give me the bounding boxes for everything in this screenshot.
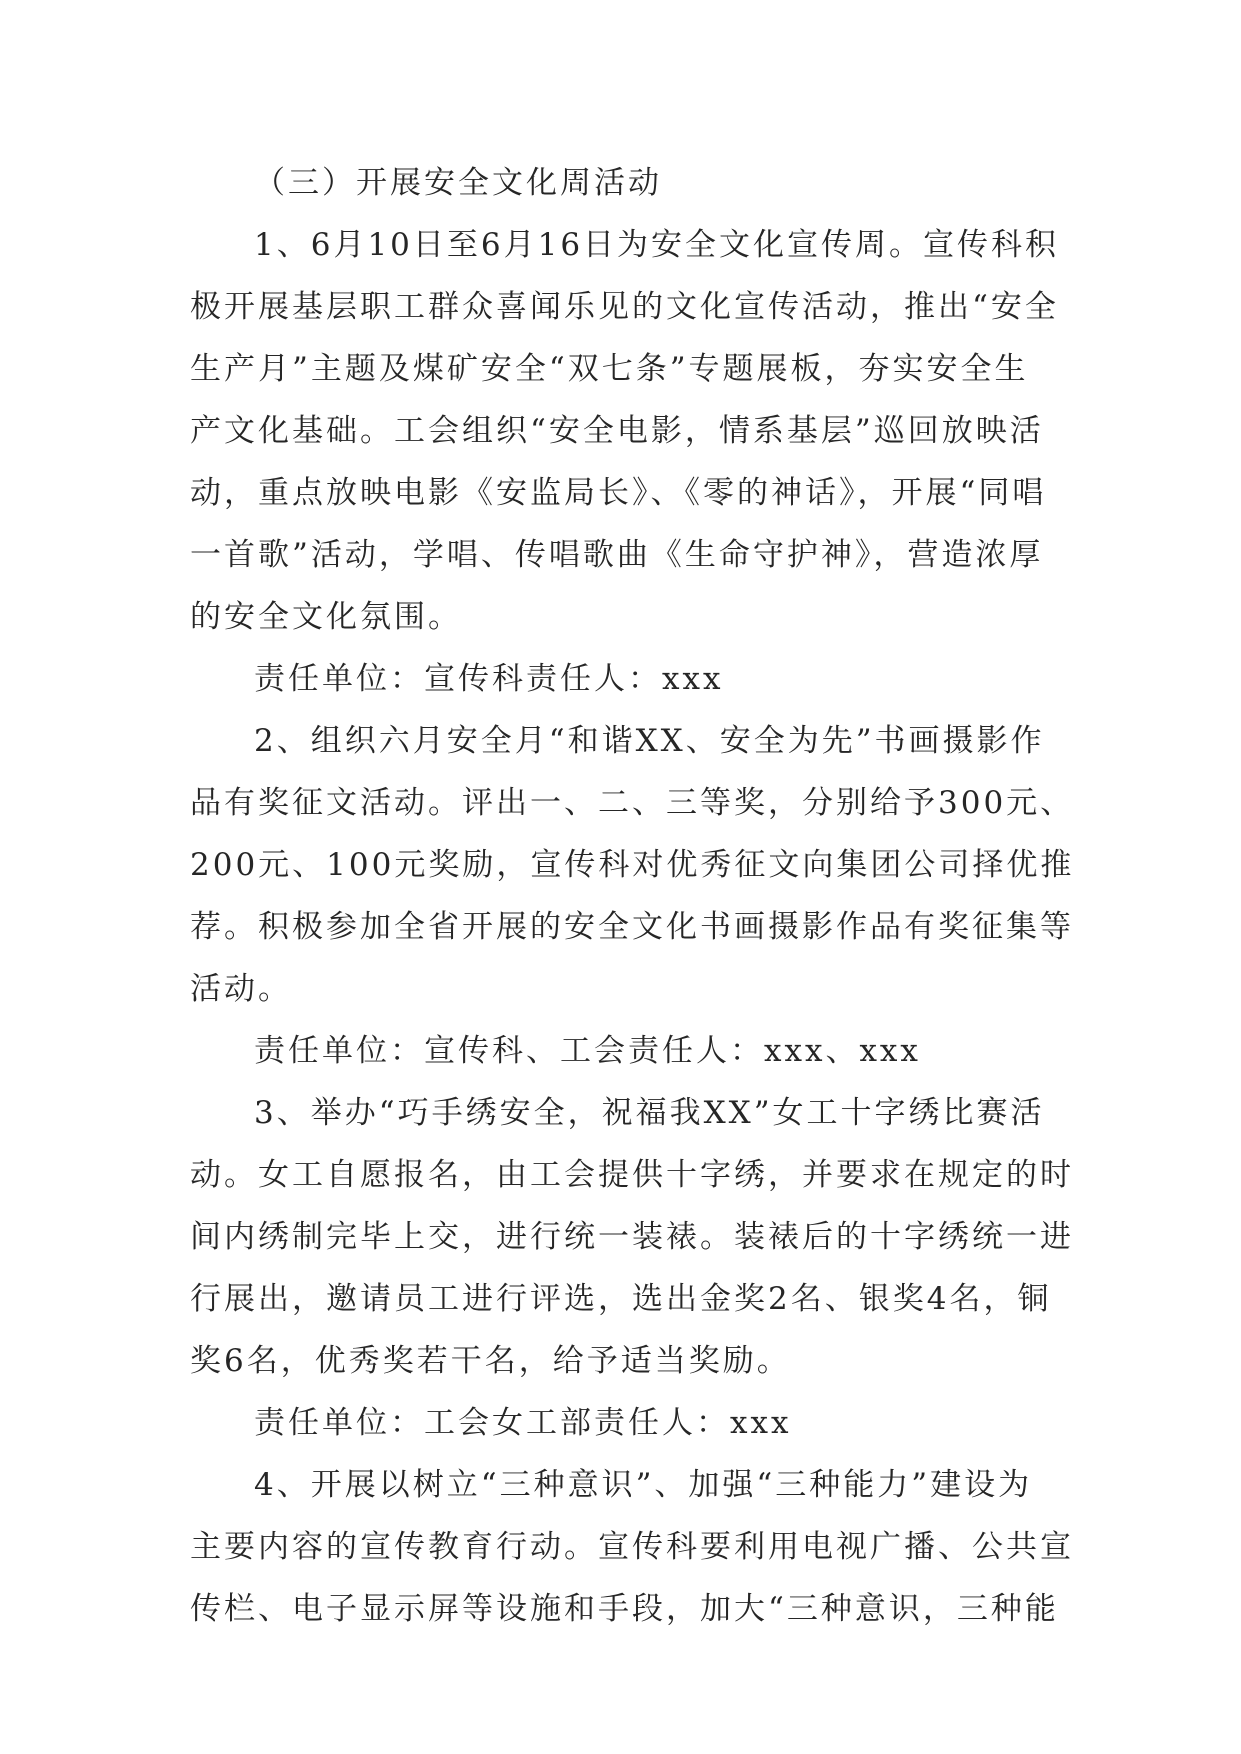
responsibility-line-2: 责任单位：宣传科、工会责任人：xxx、xxx	[254, 1033, 921, 1069]
paragraph-line: 荐。积极参加全省开展的安全文化书画摄影作品有奖征集等	[190, 909, 1074, 945]
paragraph-line: 奖6名，优秀奖若干名，给予适当奖励。	[190, 1343, 791, 1379]
paragraph-line: 200元、100元奖励，宣传科对优秀征文向集团公司择优推	[190, 847, 1075, 883]
paragraph-line: 4、开展以树立“三种意识”、加强“三种能力”建设为	[254, 1467, 1033, 1503]
paragraph-line: 活动。	[190, 971, 292, 1007]
paragraph-line: 产文化基础。工会组织“安全电影，情系基层”巡回放映活	[190, 413, 1044, 449]
paragraph-item-3	[190, 1082, 1074, 1392]
paragraph-line: 生产月”主题及煤矿安全“双七条”专题展板，夯实安全生	[190, 351, 1029, 387]
paragraph-line: 行展出，邀请员工进行评选，选出金奖2名、银奖4名，铜	[190, 1281, 1052, 1317]
responsibility-line-1: 责任单位：宣传科责任人：xxx	[254, 661, 724, 697]
paragraph-line: 间内绣制完毕上交，进行统一装裱。装裱后的十字绣统一进	[190, 1219, 1074, 1255]
paragraph-line: 1、6月10日至6月16日为安全文化宣传周。宣传科积	[254, 227, 1060, 263]
paragraph-line: 动，重点放映电影《安监局长》、《零的神话》，开展“同唱	[190, 475, 1047, 511]
paragraph-line: 2、组织六月安全月“和谐XX、安全为先”书画摄影作	[254, 723, 1045, 759]
responsibility-line-3: 责任单位：工会女工部责任人：xxx	[254, 1405, 792, 1441]
paragraph-line: 极开展基层职工群众喜闻乐见的文化宣传活动，推出“安全	[190, 289, 1059, 325]
paragraph-line: 的安全文化氛围。	[190, 599, 462, 635]
paragraph-line: 动。女工自愿报名，由工会提供十字绣，并要求在规定的时	[190, 1157, 1074, 1193]
paragraph-line: 传栏、电子显示屏等设施和手段，加大“三种意识，三种能	[190, 1591, 1059, 1627]
paragraph-line: 3、举办“巧手绣安全，祝福我XX”女工十字绣比赛活	[254, 1095, 1045, 1131]
document-body	[190, 152, 1075, 1640]
paragraph-item-4	[190, 1454, 1074, 1640]
paragraph-line: 一首歌”活动，学唱、传唱歌曲《生命守护神》，营造浓厚	[190, 537, 1044, 573]
section-heading: （三）开展安全文化周活动	[254, 165, 662, 201]
paragraph-line: 主要内容的宣传教育行动。宣传科要利用电视广播、公共宣	[190, 1529, 1074, 1565]
paragraph-item-2	[190, 710, 1075, 1020]
paragraph-item-1	[190, 214, 1070, 648]
paragraph-line: 品有奖征文活动。评出一、二、三等奖，分别给予300元、	[190, 785, 1075, 821]
